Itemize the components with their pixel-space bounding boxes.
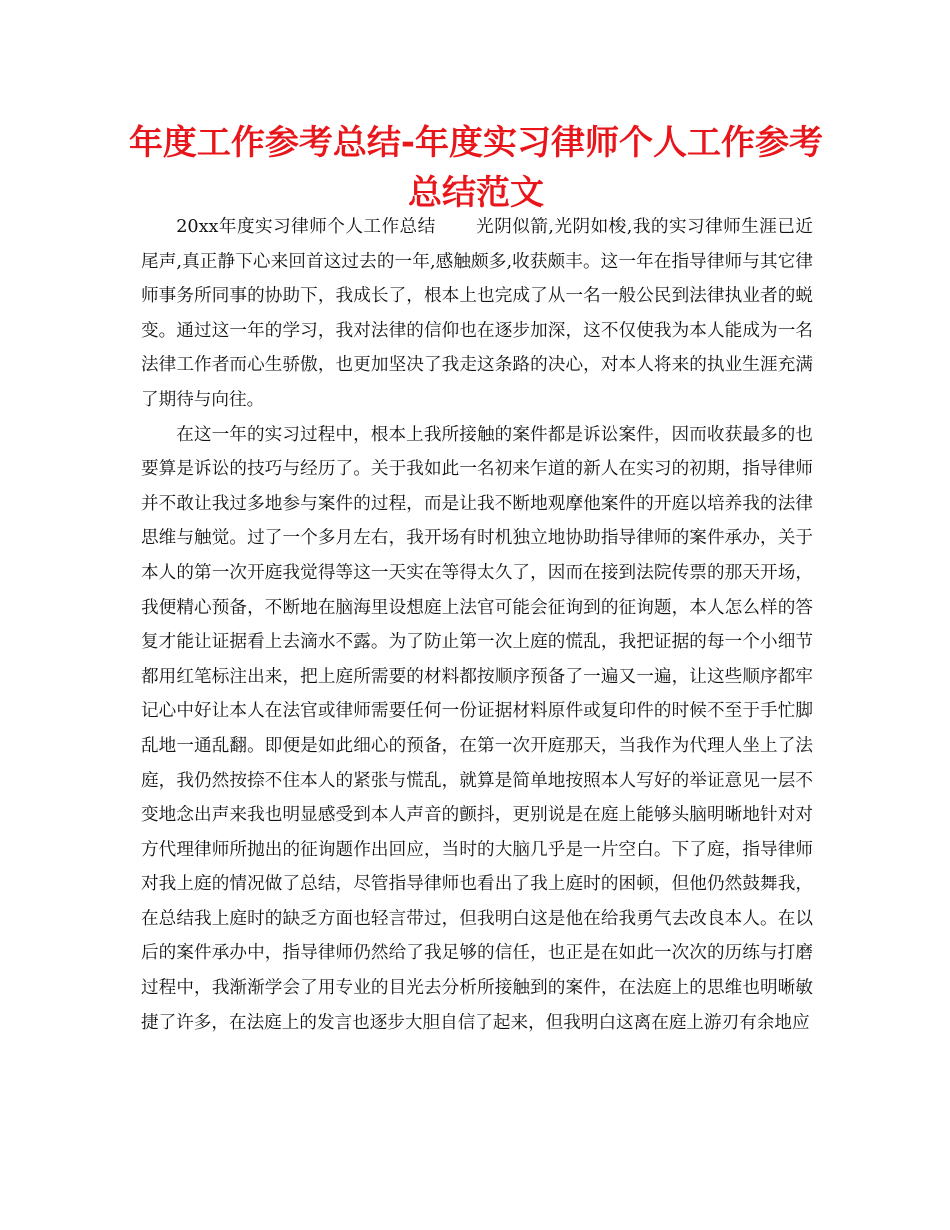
paragraph-1-text: 光阴似箭,光阴如梭,我的实习律师生涯已近尾声,真正静下心来回首这过去的一年,感触颇多,收获颇丰。这一年在指导律师与其它律师事务所同事的协助下，我成长了，根本上也完成了从一名一般公民到法律执业者的蜕变。通过这一年的学习，我对法律的信仰也在逐步加深，这不仅使我为本人能成为一名法律工作者而心生骄傲，也更加坚决了我走这条路的决心，对本人将来的执业生涯充满了期待与向往。 xyxy=(141,217,814,410)
document-title: 年度工作参考总结-年度实习律师个人工作参考总结范文 xyxy=(128,123,824,213)
paragraph-2 xyxy=(141,418,813,1041)
paragraph-2-text: 在这一年的实习过程中，根本上我所接触的案件都是诉讼案件，因而收获最多的也要算是诉讼的技巧与经历了。关于我如此一名初来乍道的新人在实习的初期，指导律师并不敢让我过多地参与案件的过程，而是让我不断地观摩他案件的开庭以培养我的法律思维与触觉。过了一个多月左右，我开场有时机独立地协助指导律师的案件承办，关于本人的第一次开庭我觉得等这一天实在等得太久了，因而在接到法院传票的那天开场，我便精心预备，不断地在脑海里设想庭上法官可能会征询到的征询题，本人怎么样的答复才能让证据看上去滴水不露。为了防止第一次上庭的慌乱，我把证据的每一个小细节都用红笔标注出来，把上庭所需要的材料都按顺序预备了一遍又一遍，让这些顺序都牢记心中好让本人在法官或律师需要任何一份证据材料原件或复印件的时候不至于手忙脚乱地一通乱翻。即便是如此细心的预备，在第一次开庭那天，当我作为代理人坐上了法庭，我仍然按捺不住本人的紧张与慌乱，就算是简单地按照本人写好的举证意见一层不变地念出声来我也明显感受到本人声音的颤抖，更别说是在庭上能够头脑明晰地针对对方代理律师所抛出的征询题作出回应，当时的大脑几乎是一片空白。下了庭，指导律师对我上庭的情况做了总结，尽管指导律师也看出了我上庭时的困顿，但他仍然鼓舞我，在总结我上庭时的缺乏方面也轻言带过，但我明白这是他在给我勇气去改良本人。在以后的案件承办中，指导律师仍然给了我足够的信任，也正是在如此一次次的历练与打磨过程中，我渐渐学会了用专业的目光去分析所接触到的案件，在法庭上的思维也明晰敏捷了许多，在法庭上的发言也逐步大胆自信了起来，但我明白这离在庭上游刃有余地应 xyxy=(141,424,813,1033)
document-body xyxy=(141,210,813,1040)
paragraph-1 xyxy=(141,210,813,418)
paragraph-1-lead: 20xx年度实习律师个人工作总结 xyxy=(176,217,436,237)
